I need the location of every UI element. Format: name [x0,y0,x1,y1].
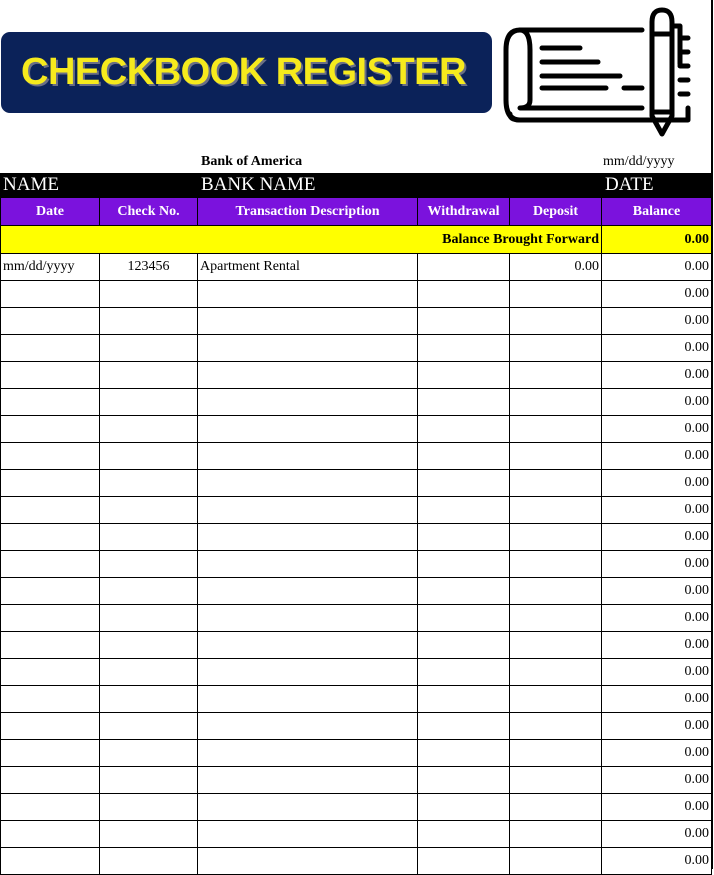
description-cell[interactable] [198,335,418,362]
table-row [1,767,712,794]
check-no-cell[interactable] [100,767,198,794]
withdrawal-cell[interactable] [418,740,510,767]
balance-cell[interactable]: 0.00 [602,551,712,578]
description-cell[interactable] [198,524,418,551]
table-row [1,848,712,875]
table-row [1,794,712,821]
balance-cell[interactable]: 0.00 [602,632,712,659]
withdrawal-cell[interactable] [418,524,510,551]
col-withdrawal: Withdrawal [418,198,510,226]
date-cell[interactable] [1,686,100,713]
check-no-cell[interactable] [100,335,198,362]
balance-forward-row [1,226,712,254]
withdrawal-cell[interactable] [418,470,510,497]
check-no-cell[interactable] [100,740,198,767]
withdrawal-cell[interactable] [418,605,510,632]
date-cell[interactable] [1,605,100,632]
withdrawal-cell[interactable] [418,767,510,794]
deposit-cell[interactable] [510,281,602,308]
withdrawal-cell[interactable] [418,686,510,713]
deposit-cell[interactable] [510,497,602,524]
balance-cell[interactable]: 0.00 [602,335,712,362]
withdrawal-cell[interactable] [418,578,510,605]
table-row [1,821,712,848]
withdrawal-cell[interactable] [418,362,510,389]
column-header-row [1,198,712,226]
deposit-cell[interactable] [510,848,602,875]
deposit-cell[interactable] [510,605,602,632]
table-row [1,416,712,443]
withdrawal-cell[interactable] [418,389,510,416]
date-cell[interactable] [1,389,100,416]
balance-cell[interactable]: 0.00 [602,767,712,794]
balance-cell[interactable]: 0.00 [602,578,712,605]
balance-cell[interactable]: 0.00 [602,740,712,767]
date-cell[interactable] [1,362,100,389]
description-cell[interactable] [198,497,418,524]
description-cell[interactable] [198,443,418,470]
balance-cell[interactable]: 0.00 [602,443,712,470]
date-cell[interactable] [1,497,100,524]
balance-cell[interactable]: 0.00 [602,686,712,713]
check-no-cell[interactable]: 123456 [100,254,198,281]
withdrawal-cell[interactable] [418,497,510,524]
description-cell[interactable] [198,578,418,605]
date-cell[interactable] [1,551,100,578]
date-cell[interactable] [1,794,100,821]
table-row [1,254,712,281]
table-row [1,470,712,497]
check-no-cell[interactable] [100,362,198,389]
date-cell[interactable]: mm/dd/yyyy [1,254,100,281]
description-cell[interactable] [198,794,418,821]
description-cell[interactable] [198,308,418,335]
check-no-cell[interactable] [100,389,198,416]
description-cell[interactable] [198,362,418,389]
check-no-cell[interactable] [100,848,198,875]
description-cell[interactable] [198,605,418,632]
table-row [1,524,712,551]
date-cell[interactable] [1,443,100,470]
check-no-cell[interactable] [100,659,198,686]
table-row [1,605,712,632]
date-cell[interactable] [1,713,100,740]
deposit-cell[interactable] [510,686,602,713]
balance-cell[interactable]: 0.00 [602,362,712,389]
date-cell[interactable] [1,308,100,335]
description-cell[interactable] [198,821,418,848]
description-cell[interactable]: Apartment Rental [198,254,418,281]
withdrawal-cell[interactable] [418,281,510,308]
deposit-cell[interactable] [510,389,602,416]
col-date: Date [1,198,100,226]
deposit-cell[interactable] [510,524,602,551]
date-cell[interactable] [1,281,100,308]
table-row [1,497,712,524]
balance-cell[interactable]: 0.00 [602,848,712,875]
balance-cell[interactable]: 0.00 [602,821,712,848]
table-row [1,659,712,686]
balance-cell[interactable]: 0.00 [602,659,712,686]
deposit-cell[interactable] [510,821,602,848]
date-cell[interactable] [1,767,100,794]
withdrawal-cell[interactable] [418,254,510,281]
balance-cell[interactable]: 0.00 [602,605,712,632]
table-row [1,686,712,713]
table-row [1,281,712,308]
date-cell[interactable] [1,659,100,686]
check-no-cell[interactable] [100,632,198,659]
name-label: NAME [3,174,59,195]
check-no-cell[interactable] [100,308,198,335]
date-cell[interactable] [1,821,100,848]
check-no-cell[interactable] [100,470,198,497]
description-cell[interactable] [198,470,418,497]
withdrawal-cell[interactable] [418,416,510,443]
register-table [0,197,712,875]
col-check-no: Check No. [100,198,198,226]
table-row [1,389,712,416]
date-cell[interactable] [1,632,100,659]
description-cell[interactable] [198,281,418,308]
description-cell[interactable] [198,848,418,875]
page-title: CHECKBOOK REGISTER [21,51,466,93]
balance-forward-label: Balance Brought Forward [1,226,602,254]
date-cell[interactable] [1,578,100,605]
withdrawal-cell[interactable] [418,794,510,821]
deposit-cell[interactable] [510,362,602,389]
table-row [1,632,712,659]
balance-cell[interactable]: 0.00 [602,713,712,740]
balance-cell[interactable]: 0.00 [602,308,712,335]
balance-cell[interactable]: 0.00 [602,524,712,551]
table-row [1,335,712,362]
balance-cell[interactable]: 0.00 [602,389,712,416]
table-row [1,443,712,470]
balance-cell[interactable]: 0.00 [602,497,712,524]
date-cell[interactable] [1,470,100,497]
description-cell[interactable] [198,416,418,443]
date-cell[interactable] [1,335,100,362]
col-description: Transaction Description [198,198,418,226]
balance-forward-value[interactable]: 0.00 [602,226,712,254]
table-row [1,740,712,767]
withdrawal-cell[interactable] [418,848,510,875]
withdrawal-cell[interactable] [418,632,510,659]
deposit-cell[interactable] [510,794,602,821]
description-cell[interactable] [198,713,418,740]
withdrawal-cell[interactable] [418,551,510,578]
balance-cell[interactable]: 0.00 [602,416,712,443]
description-cell[interactable] [198,632,418,659]
check-no-cell[interactable] [100,686,198,713]
check-no-cell[interactable] [100,443,198,470]
table-row [1,713,712,740]
balance-cell[interactable]: 0.00 [602,281,712,308]
date-cell[interactable] [1,524,100,551]
withdrawal-cell[interactable] [418,659,510,686]
deposit-cell[interactable] [510,767,602,794]
balance-cell[interactable]: 0.00 [602,254,712,281]
deposit-cell[interactable] [510,578,602,605]
deposit-cell[interactable]: 0.00 [510,254,602,281]
description-cell[interactable] [198,767,418,794]
deposit-cell[interactable] [510,416,602,443]
deposit-cell[interactable] [510,335,602,362]
deposit-cell[interactable] [510,551,602,578]
check-no-cell[interactable] [100,821,198,848]
deposit-cell[interactable] [510,659,602,686]
withdrawal-cell[interactable] [418,713,510,740]
checkbook-pen-icon [502,4,694,140]
check-no-cell[interactable] [100,281,198,308]
balance-cell[interactable]: 0.00 [602,470,712,497]
table-row [1,551,712,578]
deposit-cell[interactable] [510,740,602,767]
deposit-cell[interactable] [510,470,602,497]
check-no-cell[interactable] [100,794,198,821]
date-cell[interactable] [1,416,100,443]
withdrawal-cell[interactable] [418,308,510,335]
check-no-cell[interactable] [100,497,198,524]
description-cell[interactable] [198,740,418,767]
check-no-cell[interactable] [100,416,198,443]
date-cell[interactable] [1,740,100,767]
check-no-cell[interactable] [100,578,198,605]
check-no-cell[interactable] [100,524,198,551]
check-no-cell[interactable] [100,605,198,632]
table-row [1,308,712,335]
description-cell[interactable] [198,659,418,686]
bank-name-value[interactable]: Bank of America [201,154,303,169]
table-row [1,362,712,389]
description-cell[interactable] [198,551,418,578]
balance-cell[interactable]: 0.00 [602,794,712,821]
description-cell[interactable] [198,389,418,416]
description-cell[interactable] [198,686,418,713]
withdrawal-cell[interactable] [418,335,510,362]
check-no-cell[interactable] [100,551,198,578]
check-no-cell[interactable] [100,713,198,740]
date-cell[interactable] [1,848,100,875]
col-deposit: Deposit [510,198,602,226]
withdrawal-cell[interactable] [418,443,510,470]
date-value[interactable]: mm/dd/yyyy [603,154,675,169]
deposit-cell[interactable] [510,443,602,470]
withdrawal-cell[interactable] [418,821,510,848]
deposit-cell[interactable] [510,308,602,335]
deposit-cell[interactable] [510,713,602,740]
bank-name-label: BANK NAME [201,174,316,195]
label-row [0,173,711,197]
table-row [1,578,712,605]
date-label: DATE [605,174,654,195]
deposit-cell[interactable] [510,632,602,659]
col-balance: Balance [602,198,712,226]
title-banner [1,32,492,113]
